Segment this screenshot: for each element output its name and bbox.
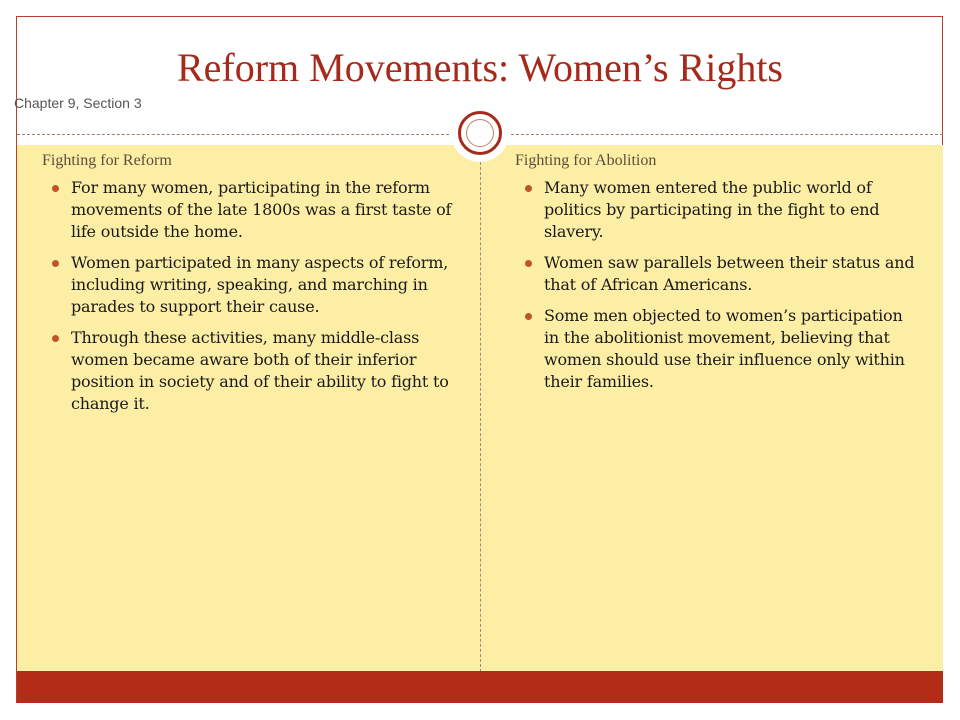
bullet-item	[42, 252, 452, 318]
bullet-item	[515, 252, 915, 296]
slide-subtitle: Chapter 9, Section 3	[14, 95, 142, 111]
bullet-item	[42, 327, 452, 415]
bullet-dot-icon	[525, 185, 532, 192]
bullet-text: For many women, participating in the reform movements of the late 1800s was a first taste of life outside the home.	[71, 178, 452, 241]
circle-ornament-inner	[466, 119, 494, 147]
bullet-text: Through these activities, many middle-class women became aware both of their inferior position in society and of their ability to fight to change it.	[71, 328, 449, 413]
bullet-item	[515, 305, 915, 393]
left-column	[42, 152, 452, 424]
bullet-text: Some men objected to women’s participation in the abolitionist movement, believing that women should use their influence only within their families.	[544, 306, 905, 391]
bullet-dot-icon	[52, 185, 59, 192]
footer-bar	[17, 671, 943, 703]
bullet-item	[515, 177, 915, 243]
column-divider	[480, 162, 481, 672]
bullet-text: Women participated in many aspects of reform, including writing, speaking, and marching in parades to support their cause.	[71, 253, 449, 316]
right-column	[515, 152, 915, 402]
bullet-text: Women saw parallels between their status and that of African Americans.	[544, 253, 915, 294]
bullet-item	[42, 177, 452, 243]
bullet-dot-icon	[525, 260, 532, 267]
bullet-text: Many women entered the public world of politics by participating in the fight to end slavery.	[544, 178, 880, 241]
left-bullet-list	[42, 177, 452, 415]
bullet-dot-icon	[52, 335, 59, 342]
bullet-dot-icon	[52, 260, 59, 267]
slide-title: Reform Movements: Women’s Rights	[176, 45, 783, 90]
left-column-heading: Fighting for Reform	[42, 152, 172, 169]
right-column-heading: Fighting for Abolition	[515, 152, 657, 169]
bullet-dot-icon	[525, 313, 532, 320]
right-bullet-list	[515, 177, 915, 393]
